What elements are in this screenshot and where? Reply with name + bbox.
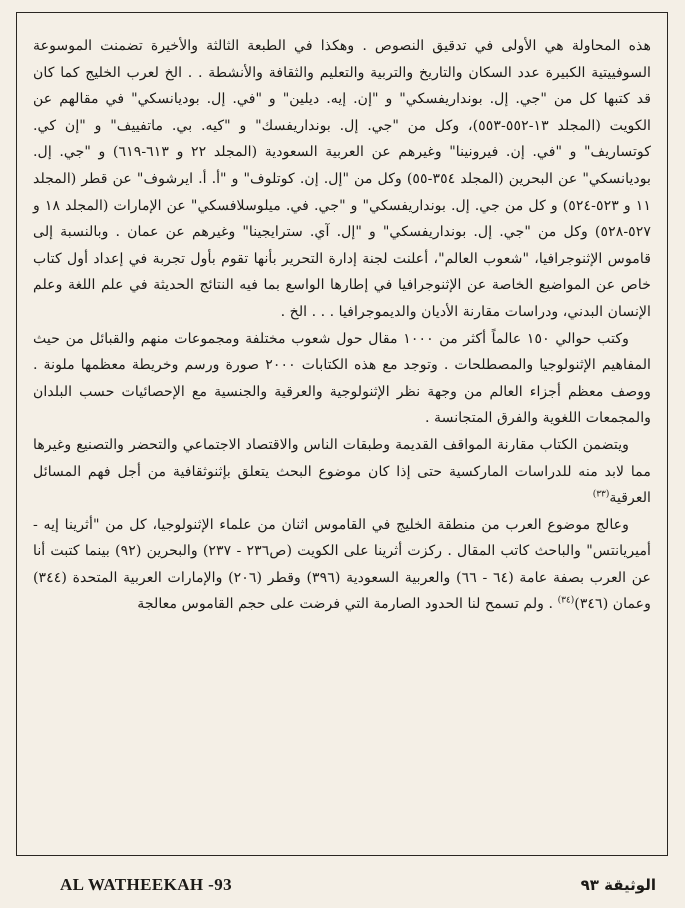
paragraph-2 [33,326,651,432]
article-body [33,33,651,618]
paragraph-2-text: وكتب حوالي ١٥٠ عالماً أكثر من ١٠٠٠ مقال حول شعوب مختلفة ومجموعات منهم والقبائل من حيث المفاهيم الإثنولوجيا والمصطلحات . وتوجد مع هذه الكتابات ٢٠٠٠ صورة ورسم وخريطة معظمها ملونة . ووصف معظم أجزاء العالم من وجهة نظر الإثنولوجية والعرقية والجنسية مع الإحصائيات حسب البلدان والمجمعات اللغوية والفرق المتجانسة . [33,330,651,427]
page-footer [16,870,668,900]
paragraph-4-tail: . ولم تسمح لنا الحدود الصارمة التي فرضت على حجم القاموس معالجة [137,596,558,613]
footnote-ref-34: (٣٤) [557,595,575,606]
paragraph-3-text: ويتضمن الكتاب مقارنة المواقف القديمة وطبقات الناس والاقتصاد الاجتماعي والتحضر والتصنيع وغيرها مما لابد منه للدراسات الماركسية حتى إذا كان موضوع البحث يتعلق بإثنوثقافية من أجل فهم المسائل العرقية [33,436,651,507]
paragraph-4-text: وعالج موضوع العرب من منطقة الخليج في القاموس اثنان من علماء الإثنولوجيا، كل من "أثرينا إيه - أميريانتس" والباحث كاتب المقال . ركزت أثرينا على الكويت (ص٢٣٦ - ٢٣٧) والبحرين (٩٢) بينما كتبت أنا عن العرب بصفة عامة (٦٤ - ٦٦) والعربية السعودية (٣٩٦) وقطر (٢٠٦) والإمارات العربية المتحدة (٣٤٤) وعمان (٣٤٦) [33,516,651,613]
footer-journal-name: AL WATHEEKAH -93 [60,875,233,894]
footnote-ref-33: (٣٣) [592,489,610,500]
text-frame [16,12,668,856]
paragraph-3 [33,432,651,512]
footer-journal-name-arabic: الوثيقة ٩٣ [580,876,656,894]
paragraph-4 [33,512,651,618]
paragraph-1 [33,33,651,326]
paragraph-1-text: هذه المحاولة هي الأولى في تدقيق النصوص . وهكذا في الطبعة الثالثة والأخيرة تضمنت الموسوعة السوفييتية الكبيرة عدد السكان والتاريخ والتربية والتعليم والثقافة والأنشطة . . الخ لعرب الخليج كما كان قد كتبها كل من "جي. إل. بونداريفسكي" و "إن. إيه. ديلين" و "في. إل. بوديانسكي" في مقالهم عن الكويت (المجلد ١٣-٥٥٢-٥٥٣)، وكل من "جي. إل. بونداريفسك" و "كيه. بي. ماتفييف" و "إن كي. كوتساريف" و "في. إن. فيرونينا" وغيرهم عن العربية السعودية (المجلد ٢٢ و ٦١٣-٦١٩) و "جي. إل. بوديانسكي" عن البحرين (المجلد ٣٥٤-٥٥) وكل من "إل. إن. كوتلوف" و "أ. أ. ايرشوف" عن قطر (المجلد ١١ و ٥٢٣-٥٢٤) و كل من جي. إل. بونداريفسكي" و "جي. في. ميلوسلافسكي" عن الإمارات (المجلد ١٨ و ٥٢٧-٥٢٨) وكل من "جي. إل. بونداريفسكي" و "إل. آي. سترايجينا" وغيرهم عن عمان . وبالنسبة إلى قاموس الإثنوجرافيا، "شعوب العالم"، أعلنت لجنة إدارة التحرير بأنها تقوم بأول تجربة في إعداد أول كتاب خاص عن المواضيع الخاصة عن الإثنوجرافيا في إطارها الواسع بما فيه النتائج الحديثة في علم اللغة وعلم الإنسان البدني، ودراسات مقارنة الأديان والديموجرافيا . . . الخ . [33,38,652,320]
